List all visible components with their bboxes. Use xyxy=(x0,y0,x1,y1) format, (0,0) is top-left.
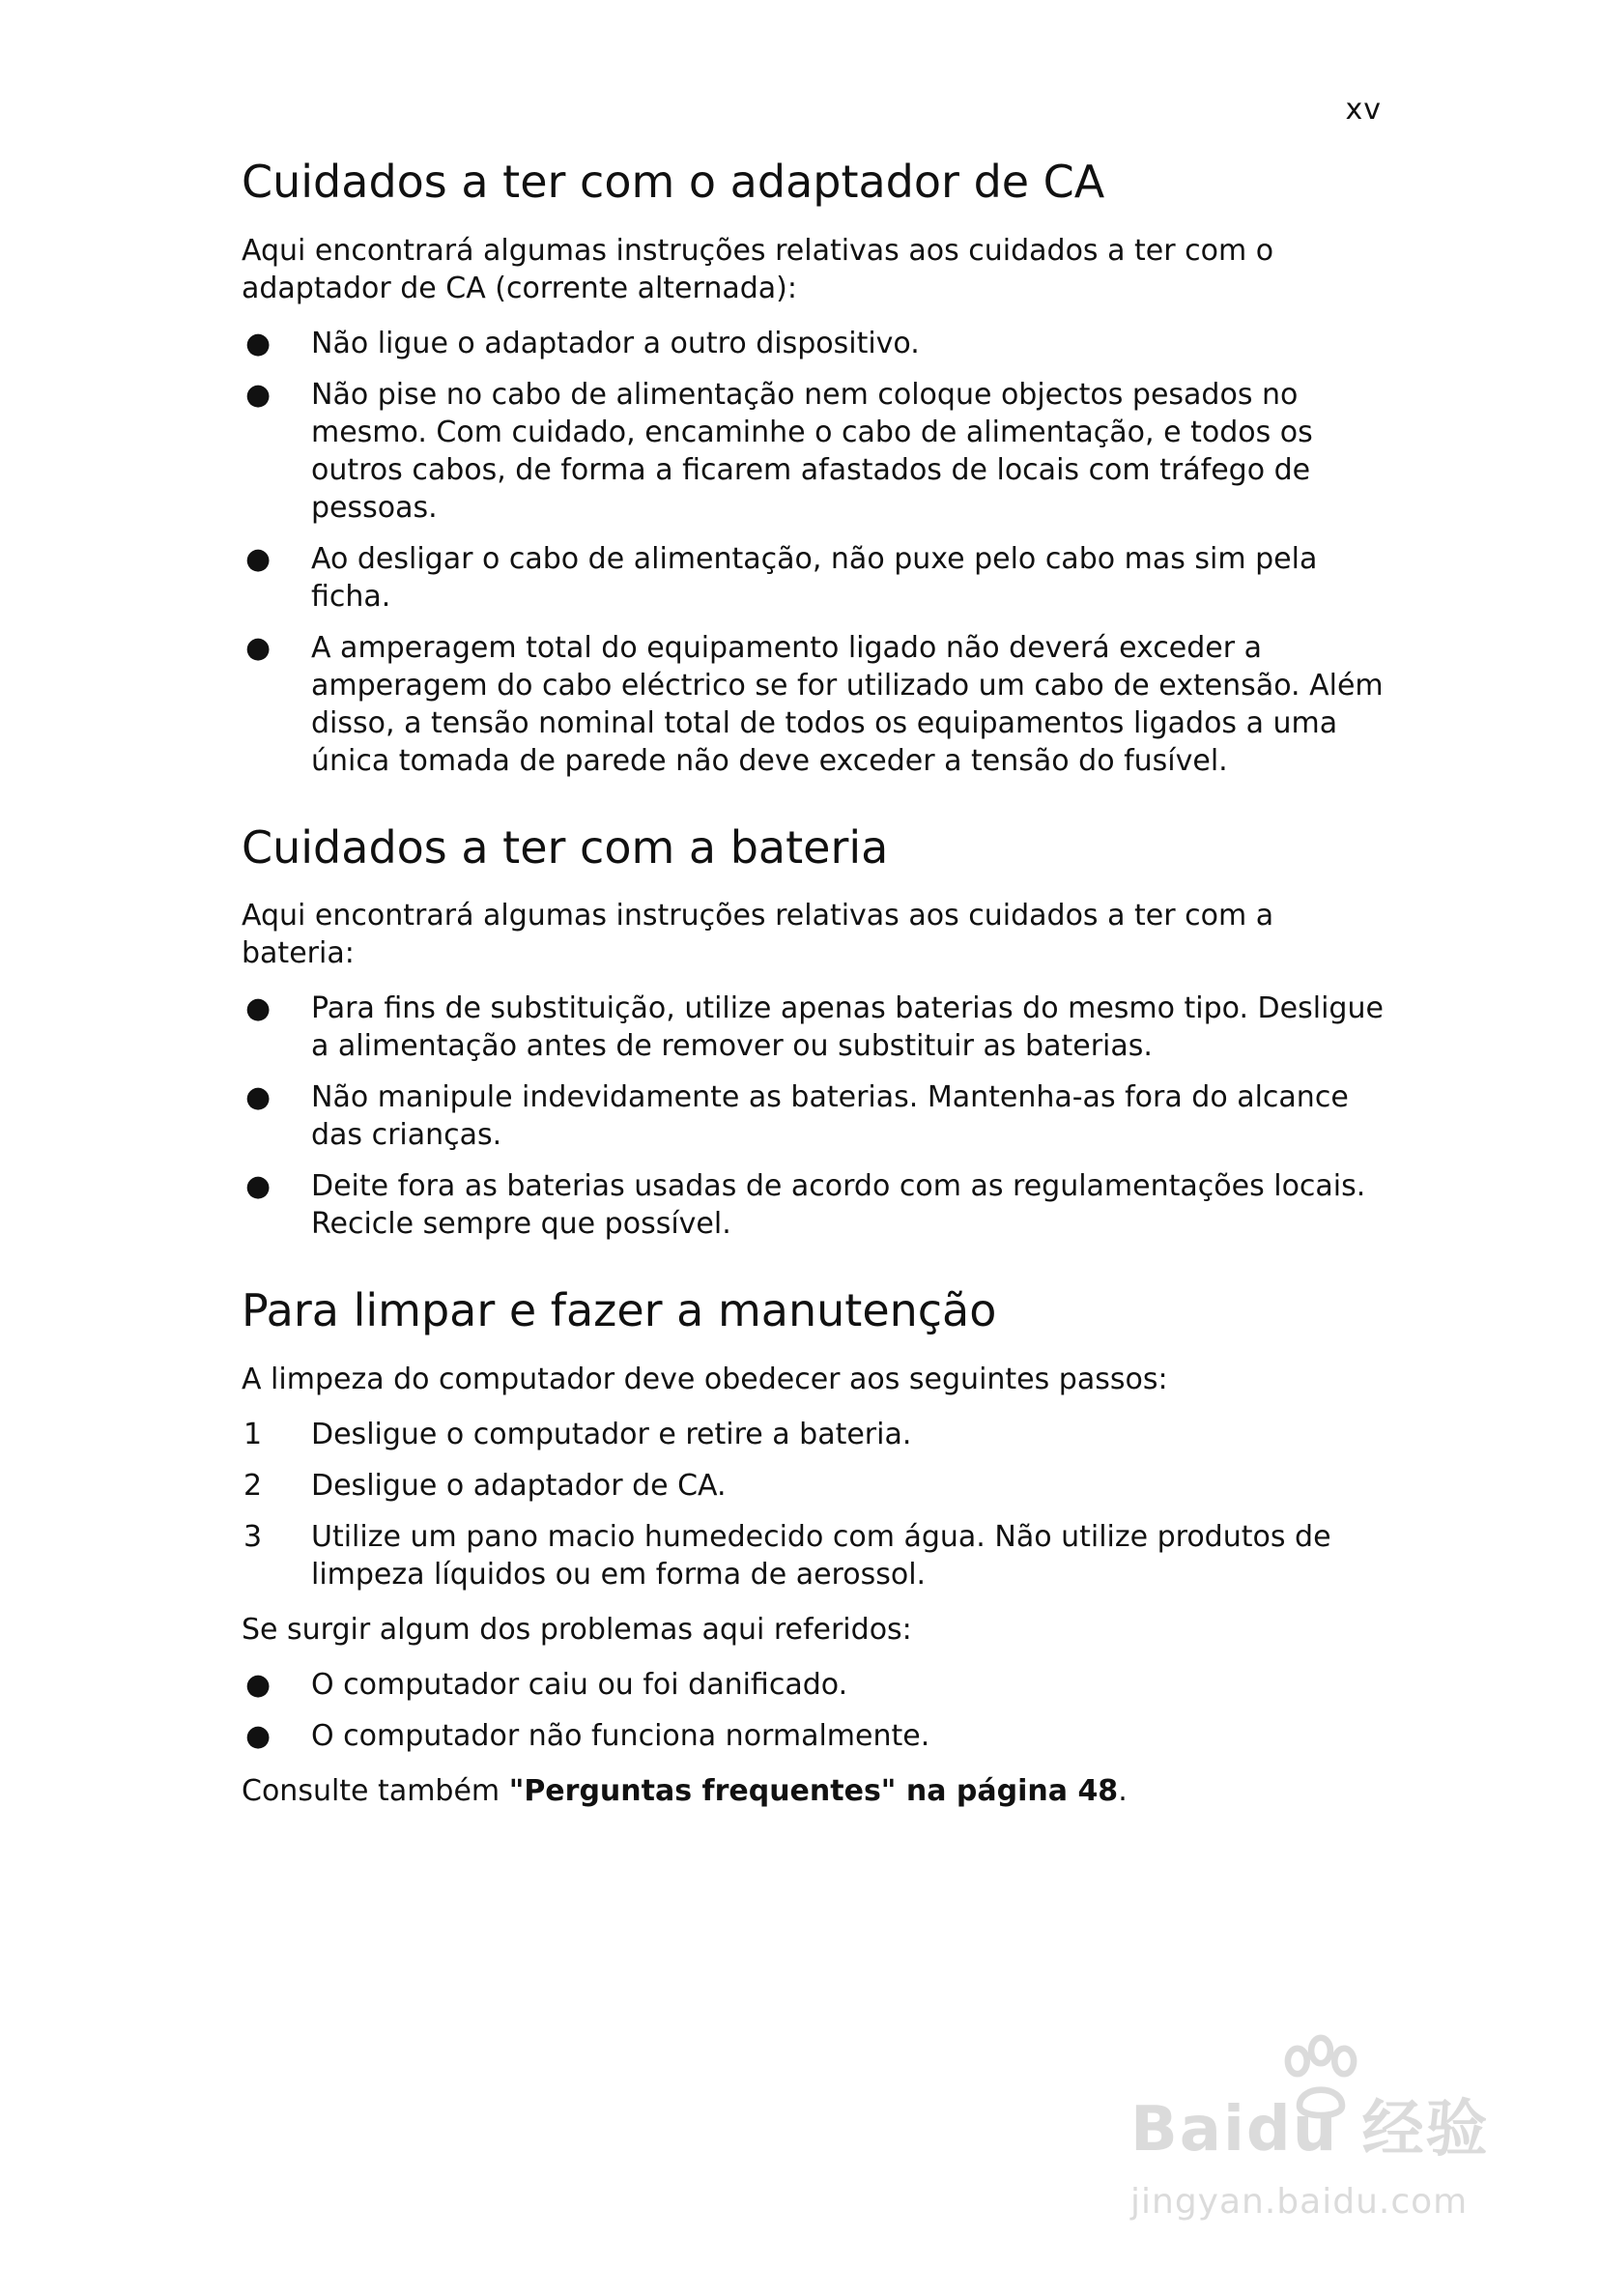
step-number: 1 xyxy=(243,1417,263,1451)
problems-intro: Se surgir algum dos problemas aqui referidos: xyxy=(242,1612,912,1647)
list-item xyxy=(242,540,1391,616)
section-intro: Aqui encontrará algumas instruções relativas aos cuidados a ter com a bateria: xyxy=(242,899,1274,970)
watermark-brand: Baidu 经验 xyxy=(1130,2094,1490,2166)
list-item xyxy=(242,1717,1391,1755)
cross-reference-link[interactable]: "Perguntas frequentes" na página 48 xyxy=(508,1773,1119,1808)
list-item-text: Deite fora as baterias usadas de acordo com as regulamentações locais. Recicle sempre que possível. xyxy=(311,1169,1366,1241)
list-item xyxy=(242,325,1391,362)
list-item xyxy=(242,1416,1391,1453)
section-intro: Aqui encontrará algumas instruções relativas aos cuidados a ter com o adaptador de CA (corrente alternada): xyxy=(242,233,1274,305)
step-number: 2 xyxy=(243,1468,263,1503)
page-number: xv xyxy=(1345,93,1382,127)
watermark-url: jingyan.baidu.com xyxy=(1130,2182,1469,2222)
list-item-text: Desligue o adaptador de CA. xyxy=(311,1468,727,1503)
bullet-icon: ● xyxy=(245,991,271,1025)
list-item-text: O computador não funciona normalmente. xyxy=(311,1718,930,1753)
page-content xyxy=(242,155,1391,1851)
list-item-text: Utilize um pano macio humedecido com água. Não utilize produtos de limpeza líquidos ou em forma de aerossol. xyxy=(311,1519,1331,1592)
section-title-battery: Cuidados a ter com a bateria xyxy=(242,820,889,874)
list-item xyxy=(242,990,1391,1065)
bullet-list xyxy=(242,990,1391,1243)
list-item-text: Ao desligar o cabo de alimentação, não puxe pelo cabo mas sim pela ficha. xyxy=(311,541,1318,614)
list-item-text: Não manipule indevidamente as baterias. Mantenha-as fora do alcance das crianças. xyxy=(311,1080,1349,1152)
list-item xyxy=(242,376,1391,527)
list-item-text: Não ligue o adaptador a outro dispositivo. xyxy=(311,326,920,360)
bullet-icon: ● xyxy=(245,1169,271,1203)
list-item-text: Não pise no cabo de alimentação nem coloque objectos pesados no mesmo. Com cuidado, encaminhe o cabo de alimentação, e todos os outros cabos, de forma a ficarem afastados de locais com tráfego de pessoas. xyxy=(311,377,1313,525)
list-item-text: O computador caiu ou foi danificado. xyxy=(311,1667,848,1702)
list-item xyxy=(242,1078,1391,1154)
list-item xyxy=(242,1518,1391,1593)
section-ac-adapter xyxy=(242,155,1391,780)
step-number: 3 xyxy=(243,1519,263,1554)
section-cleaning xyxy=(242,1283,1391,1810)
bullet-list xyxy=(242,325,1391,780)
list-item-text: Desligue o computador e retire a bateria. xyxy=(311,1417,912,1451)
see-also-prefix: Consulte também xyxy=(242,1773,509,1808)
list-item xyxy=(242,1467,1391,1505)
numbered-list xyxy=(242,1416,1391,1593)
bullet-icon: ● xyxy=(245,1080,271,1114)
bullet-icon: ● xyxy=(245,1667,271,1702)
list-item-text: Para fins de substituição, utilize apenas baterias do mesmo tipo. Desligue a alimentação antes de remover ou substituir as baterias. xyxy=(311,991,1384,1063)
bullet-icon: ● xyxy=(245,1718,271,1753)
list-item-text: A amperagem total do equipamento ligado não deverá exceder a amperagem do cabo eléctrico se for utilizado um cabo de extensão. Além disso, a tensão nominal total de todos os equipamentos ligados a uma única tomada de parede não deve exceder a tensão do fusível. xyxy=(311,630,1384,778)
see-also xyxy=(242,1772,1391,1810)
list-item xyxy=(242,1666,1391,1704)
bullet-icon: ● xyxy=(245,326,271,360)
section-title-cleaning: Para limpar e fazer a manutenção xyxy=(242,1284,997,1336)
bullet-icon: ● xyxy=(245,630,271,665)
bullet-icon: ● xyxy=(245,377,271,412)
list-item xyxy=(242,1167,1391,1243)
bullet-icon: ● xyxy=(245,541,271,576)
baidu-watermark xyxy=(1130,2029,1517,2223)
bullet-list xyxy=(242,1666,1391,1755)
list-item xyxy=(242,629,1391,780)
see-also-suffix: . xyxy=(1118,1773,1128,1808)
section-battery xyxy=(242,820,1391,1244)
section-title-ac-adapter: Cuidados a ter com o adaptador de CA xyxy=(242,156,1105,208)
section-intro: A limpeza do computador deve obedecer aos seguintes passos: xyxy=(242,1362,1168,1396)
